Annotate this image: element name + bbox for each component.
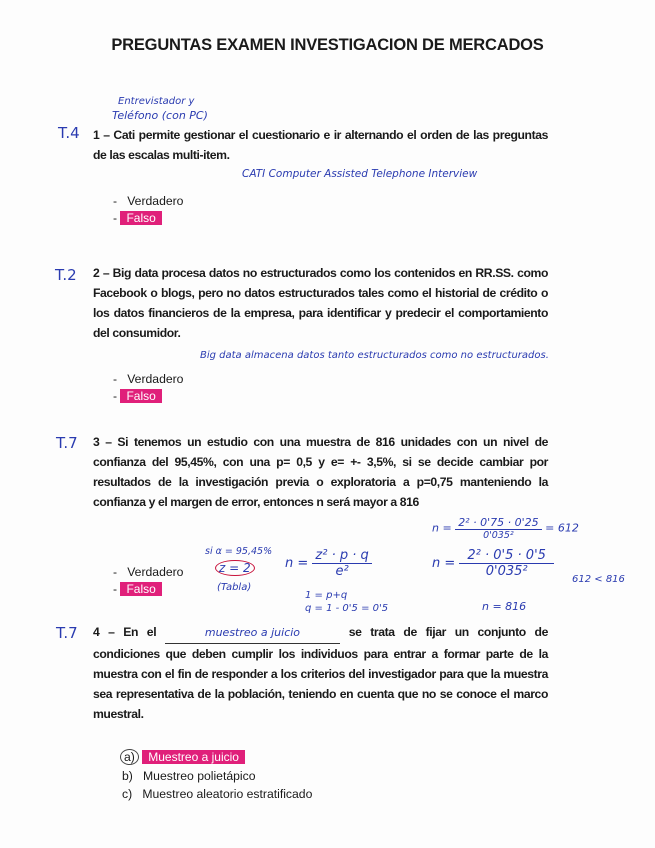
formula-fraction: $\frac{\text{z² · p · q}}{\text{e²}}$ [312,548,371,579]
handwritten-note: 1 = p+q [305,590,348,601]
question-3-text: 3 – Si tenemos un estudio con una muestra de 816 unidades con un nivel de confianza del 95,45%, con una p= 0,5 y e= +- 3,5%, si se decide cambiar por resultados de la investigación previa o exploratoria a p=0,75 manteniendo la confianza y el margen de error, entonces n será mayor a 816 [93,435,548,509]
option-b: Muestreo polietápico [143,769,256,783]
topic-tag: T.4 [58,124,80,142]
option-c: Muestreo aleatorio estratificado [142,787,313,801]
calc-fraction: $\frac{\text{2² · 0'75 · 0'25}}{\text{0'035²}}$ [455,516,541,541]
formula-label: n = [285,556,309,571]
handwritten-note: 612 < 816 [572,574,625,585]
option-letter: c) [122,787,133,801]
calc-label: n = [432,556,456,571]
option-letter-circled: a) [120,749,139,765]
topic-tag: T.7 [56,434,78,452]
handwritten-note: (Tabla) [217,582,252,593]
handwritten-note: q = 1 - 0'5 = 0'5 [305,603,389,614]
option-verdadero: Verdadero [127,565,184,579]
page-title: PREGUNTAS EXAMEN INVESTIGACION DE MERCADOS [111,36,544,54]
exam-page: PREGUNTAS EXAMEN INVESTIGACION DE MERCADOS Entrevistador y Teléfono (con PC) T.4 1 – Cati permite gestionar el cuestionario e ir alternando el orden de las preguntas de las escalas multi-item. CATI Computer Assisted Telephone Interview - Verdadero - Falso T.2 2 – Big data procesa datos no estructurados como los contenidos en RR.SS. como Facebook o blogs, pero no datos estructurados tales como el historial de crédito o los datos financieros de la empresa, para identificar y predecir el comportamiento del consumidor. Big data almacena datos tanto estructurados como no estructurados. - Verdadero - Falso T.7 3 – Si tenemos un estudio con una muestra de 816 unidades con un nivel de confianza del 95,45%, con una p= 0,5 y e= +- 3,5%, si se decide cambiar por resultados de la investigación previa o exploratoria a p=0,75 manteniendo la confianza y el margen de error, entonces n será mayor a 816 n = $\frac{\text{2² · 0'75 · 0'25}}{\text{0'035²}}$ = 612 si α = 95,45% z = 2 (Tabla) n = $\frac{\text{z² · p · q}}{\text{e²}}$ 1 = p+q q = 1 - 0'5 = 0'5 n = $\frac{\text{2² · 0'5 · 0'5}}{\text{0'035²}}$ 612 < 816 n = 816 - Verdadero - Falso T.7 4 – En el muestreo a juicio se trata de fijar un conjunto de condiciones que deben cumplir los individuos para entrar a formar parte de la muestra con el fin de responder a los criterios del investigador para que la muestra sea representativa de la población, teniendo en cuenta que no se conoce el marco muestral. a) Muestreo a juicio b) Muestreo polietápico c) Muestreo aleatorio estratificado [0,0,655,848]
option-falso-selected: Falso [120,389,161,403]
calc-result: = 612 [545,521,579,535]
handwritten-note: Entrevistador y [118,96,195,107]
handwritten-note: Big data almacena datos tanto estructurados como no estructurados. [200,350,549,361]
question-2-text: 2 – Big data procesa datos no estructurados como los contenidos en RR.SS. como Facebook o blogs, pero no datos estructurados tales como el historial de crédito o los datos financieros de la empresa, para identificar y predecir el comportamiento del consumidor. [93,266,548,340]
z-value-circled: z = 2 [215,560,255,576]
option-falso-selected: Falso [120,582,161,596]
question-4-text: 4 – En el muestreo a juicio se trata de fijar un conjunto de condiciones que deben cumplir los individuos para entrar a formar parte de la muestra con el fin de responder a los criterios del investigador para que la muestra sea representativa de la población, teniendo en cuenta que no se conoce el marco muestral. [93,625,548,721]
handwritten-note: si α = 95,45% [205,546,273,557]
question-1-text: 1 – Cati permite gestionar el cuestionario e ir alternando el orden de las preguntas de las escalas multi-item. [93,128,548,162]
calc-label: n = [432,521,452,535]
option-letter: b) [122,769,133,783]
handwritten-note: n = 816 [482,600,527,613]
option-verdadero: Verdadero [127,372,184,386]
handwritten-blank-answer: muestreo a juicio [165,623,340,644]
handwritten-note: CATI Computer Assisted Telephone Interview [242,168,478,180]
option-a-selected: Muestreo a juicio [142,750,245,764]
option-verdadero: Verdadero [127,194,184,208]
topic-tag: T.2 [55,266,77,284]
calc-fraction: $\frac{\text{2² · 0'5 · 0'5}}{\text{0'035²}}$ [459,548,554,579]
option-falso-selected: Falso [120,211,161,225]
topic-tag: T.7 [56,624,78,642]
handwritten-note: Teléfono (con PC) [112,109,208,122]
